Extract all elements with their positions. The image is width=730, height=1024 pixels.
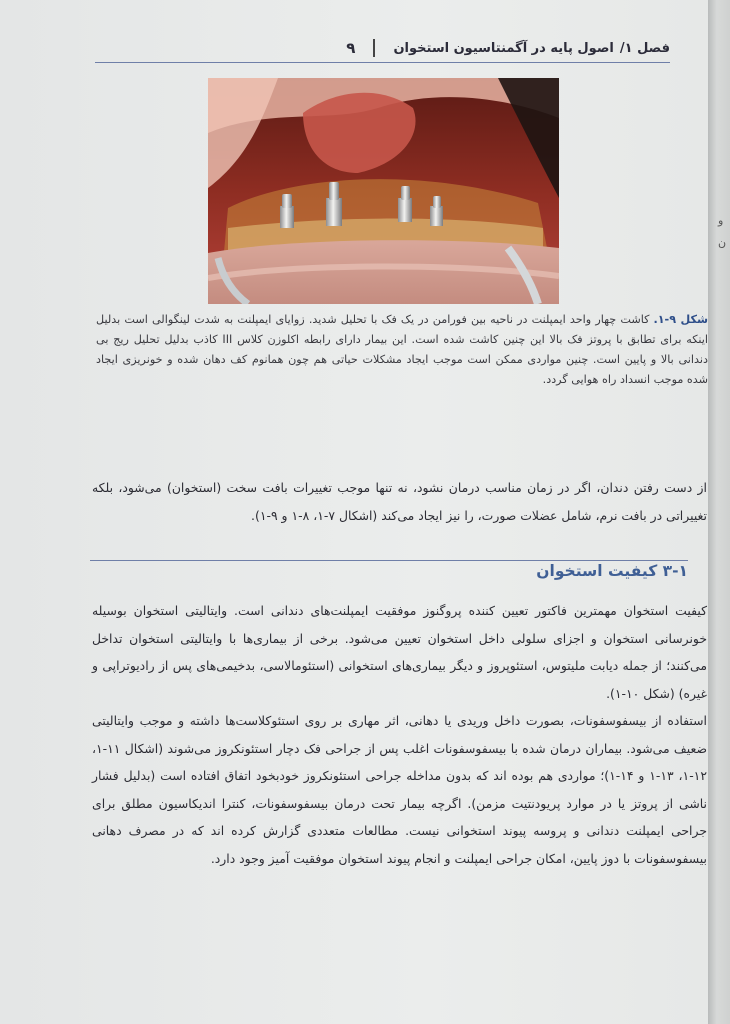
figure-photo [208,78,559,304]
section-heading: ۳-۱ کیفیت استخوان [536,562,688,580]
body-paragraph-group [92,597,707,872]
chapter-label: فصل ۱/ [619,40,670,56]
edge-glyph: ن [718,236,727,249]
body-paragraph: از دست رفتن دندان، اگر در زمان مناسب درمان نشود، نه تنها موجب تغییرات بافت سخت (استخوان) می‌شود، بلکه تغییراتی در بافت نرم، شامل عضلات صورت، را نیز ایجاد می‌کند (اشکال ۷-۱، ۸-۱ و ۹-۱). [92,480,707,523]
running-header [95,34,670,63]
body-paragraph: استفاده از بیسفوسفونات، بصورت داخل وریدی یا دهانی، اثر مهاری بر روی استئوکلاست‌ها داشته و موجب وایتالیتی ضعیف می‌شود. بیماران درمان شده با بیسفوسفونات اغلب پس از جراحی فک دچار استئونکروز می‌شوند (اشکال ۱۱-۱، ۱۲-۱، ۱۳-۱ و ۱۴-۱)؛ مواردی هم بوده اند که بدون مداخله جراحی استئونکروز خودبخود اتفاق افتاده است (بدلیل فشار ناشی از پروتز یا در موارد پریودنتیت مزمن). اگرچه بیمار تحت درمان بیسفوسفونات، کنترا اندیکاسیون مطلق برای جراحی ایمپلنت دندانی و پروسه پیوند استخوانی نیست. مطالعات متعددی گزارش کرده اند که در مصرف دهانی بیسفوسفونات با دوز پایین، امکان جراحی ایمپلنت و انجام پیوند استخوان موفقیت آمیز وجود دارد. [92,713,707,866]
surgical-site-illustration [208,78,559,304]
header-separator [373,39,375,57]
figure-caption [96,310,708,390]
chapter-title: اصول پایه در آگمنتاسیون استخوان [393,40,614,56]
figure-caption-text: کاشت چهار واحد ایمپلنت در ناحیه بین فورامن در یک فک با تحلیل شدید. زوایای ایمپلنت به شدت لینگوالی است بدلیل اینکه برای تطابق با پروتز فک بالا این چنین کاشت شده است. این بیمار دارای رابطه اکلوزن کلاس III کاذب بدلیل تحلیل ریج بی دندانی بالا و پایین است. چنین مواردی ممکن است موجب ایجاد مشکلات حیاتی هم چون همانوم کف دهان شده و خونریزی ایجاد شده موجب انسداد راه هوایی گردد. [96,313,708,386]
page-number: ۹ [346,39,356,57]
body-paragraph: کیفیت استخوان مهمترین فاکتور تعیین کننده پروگنوز موفقیت ایمپلنت‌های دندانی است. وایتالیتی استخوان بوسیله خونرسانی استخوان و اجزای سلولی داخل استخوان تعیین می‌شود. برخی از بیماری‌ها با وایتالیتی استخوان تداخل می‌کنند؛ از جمله دیابت ملیتوس، استئوپروز و دیگر بیماری‌های استخوانی (استئومالاسی، بدخیمی‌های پس از رادیوتراپی و غیره) (شکل ۱۰-۱). [92,603,707,701]
section-divider [90,560,688,561]
edge-glyph: و [718,214,724,227]
figure-label: شکل ۹-۱. [653,313,708,326]
next-page-edge [708,0,730,1024]
